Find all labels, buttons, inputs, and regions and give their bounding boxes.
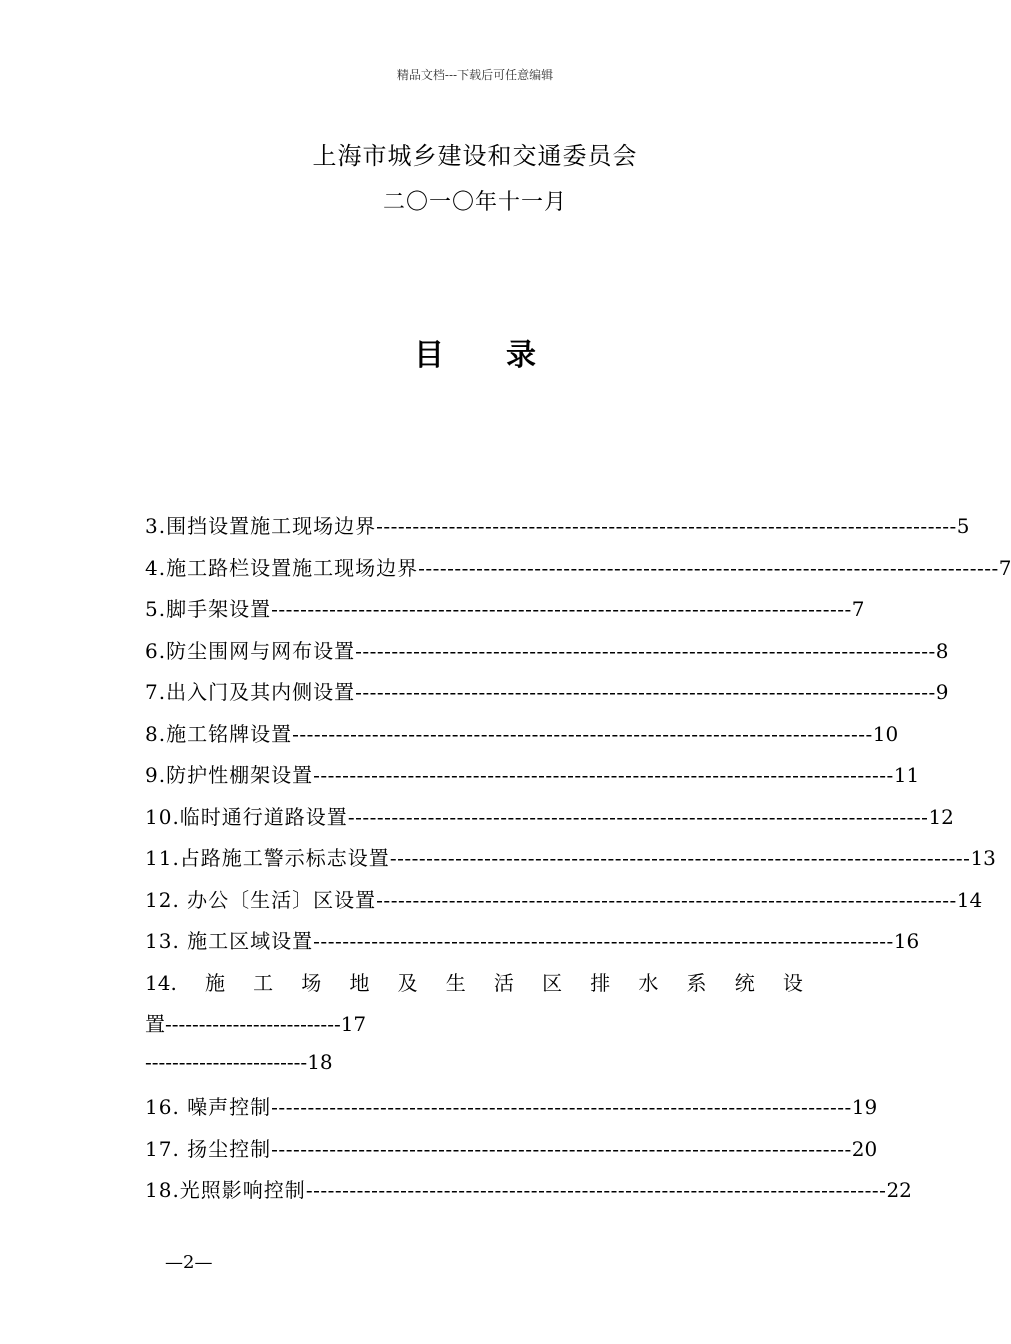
toc-entry	[145, 552, 1011, 594]
toc-page-number: 14	[956, 887, 983, 912]
toc-entry	[145, 801, 954, 843]
toc-leader: --------------------------------------------------------------------------------	[376, 887, 957, 912]
toc-page-number: 7	[851, 597, 865, 621]
toc-entry-label: 9.防护性棚架设置	[145, 763, 314, 787]
toc-word: 水	[638, 970, 659, 995]
toc-entry	[145, 1133, 878, 1175]
publication-date: 二〇一〇年十一月	[382, 190, 567, 215]
toc-entry	[145, 842, 996, 884]
toc-page-number: 16	[893, 929, 920, 953]
toc-leader: --------------------------------------------------------------------------------	[376, 514, 957, 538]
toc-word: 活	[493, 970, 514, 995]
toc-word: 生	[445, 970, 466, 995]
toc-entry	[145, 925, 920, 967]
table-of-contents	[145, 510, 1011, 1216]
toc-entry	[145, 1174, 912, 1216]
toc-word: 工	[253, 970, 274, 995]
toc-leader: --------------------------------------------------------------------------------	[418, 555, 999, 580]
toc-leader: --------------------------------------------------------------------------------	[292, 721, 873, 746]
toc-entry-label: 11.占路施工警示标志设置	[145, 846, 390, 870]
toc-page-number: 22	[886, 1178, 912, 1202]
toc-word: 排	[590, 970, 611, 995]
toc-page-number: 12	[928, 804, 954, 829]
toc-leader: --------------------------------------------------------------------------------	[271, 597, 852, 621]
toc-title-char: 目	[414, 338, 444, 373]
toc-page-number: 17	[340, 1012, 367, 1036]
header-banner: 精品文档---下载后可任意编辑	[396, 68, 554, 82]
toc-page-number: 5	[956, 514, 970, 538]
toc-entry-label: 3.围挡设置施工现场边界	[145, 514, 377, 538]
toc-word: 场	[301, 970, 322, 995]
toc-entry	[145, 759, 920, 801]
toc-leader: --------------------------------------------------------------------------------	[313, 763, 894, 787]
toc-title-char: 录	[506, 338, 536, 373]
toc-entry-label: 置	[145, 1012, 165, 1036]
toc-orphan-line	[145, 1050, 803, 1092]
toc-word: 14.	[145, 970, 177, 995]
toc-entry-label: 5.脚手架设置	[145, 597, 272, 621]
toc-entry	[145, 884, 983, 926]
toc-word: 系	[686, 970, 707, 995]
toc-entry-label: 17. 扬尘控制	[145, 1136, 272, 1161]
toc-leader: ------------------------	[145, 1049, 308, 1074]
toc-leader: --------------------------	[165, 1012, 341, 1036]
toc-entry-label: 4.施工路栏设置施工现场边界	[145, 555, 419, 580]
toc-page-number: 8	[935, 638, 949, 663]
toc-entry	[145, 718, 899, 760]
toc-word: 设	[782, 970, 803, 995]
toc-word: 区	[542, 970, 563, 995]
toc-leader: --------------------------------------------------------------------------------	[389, 846, 971, 870]
toc-entry-label: 7.出入门及其内侧设置	[145, 680, 356, 704]
toc-page-number: 7	[998, 555, 1011, 580]
toc-entry-label: 10.临时通行道路设置	[145, 804, 348, 829]
toc-word: 及	[397, 970, 418, 995]
toc-leader: --------------------------------------------------------------------------------	[355, 680, 936, 704]
toc-page-number: 9	[935, 680, 949, 704]
toc-leader: --------------------------------------------------------------------------------	[313, 929, 894, 953]
toc-page-number: 19	[851, 1095, 878, 1119]
toc-entry-label: 8.施工铭牌设置	[145, 721, 293, 746]
toc-page-number: 11	[893, 763, 920, 787]
organization-name: 上海市城乡建设和交通委员会	[312, 142, 638, 170]
toc-entry	[145, 1091, 878, 1133]
toc-entry-label: 6.防尘围网与网布设置	[145, 638, 356, 663]
toc-entry-label: 12. 办公〔生活〕区设置	[145, 887, 377, 912]
toc-entry	[145, 510, 970, 552]
toc-entry	[145, 593, 865, 635]
toc-entry-label: 18.光照影响控制	[145, 1178, 306, 1202]
toc-leader: --------------------------------------------------------------------------------	[347, 804, 929, 829]
toc-entry-label: 13. 施工区域设置	[145, 929, 314, 953]
toc-page-number: 13	[970, 846, 996, 870]
toc-word: 施	[204, 970, 225, 995]
toc-leader: --------------------------------------------------------------------------------	[305, 1178, 887, 1202]
toc-word: 统	[734, 970, 755, 995]
toc-page-number: 18	[307, 1049, 333, 1074]
toc-title	[0, 330, 950, 374]
toc-entry-14	[145, 967, 803, 1009]
toc-entry	[145, 676, 949, 718]
page-number-footer: —2—	[165, 1252, 213, 1273]
toc-entry-14-continuation	[145, 1008, 803, 1050]
toc-page-number: 20	[851, 1136, 878, 1161]
toc-page-number: 10	[872, 721, 899, 746]
toc-word: 地	[349, 970, 370, 995]
toc-leader: --------------------------------------------------------------------------------	[355, 638, 936, 663]
toc-leader: --------------------------------------------------------------------------------	[271, 1136, 852, 1161]
toc-entry-label: 16. 噪声控制	[145, 1095, 272, 1119]
toc-entry	[145, 635, 949, 677]
toc-leader: --------------------------------------------------------------------------------	[271, 1095, 852, 1119]
